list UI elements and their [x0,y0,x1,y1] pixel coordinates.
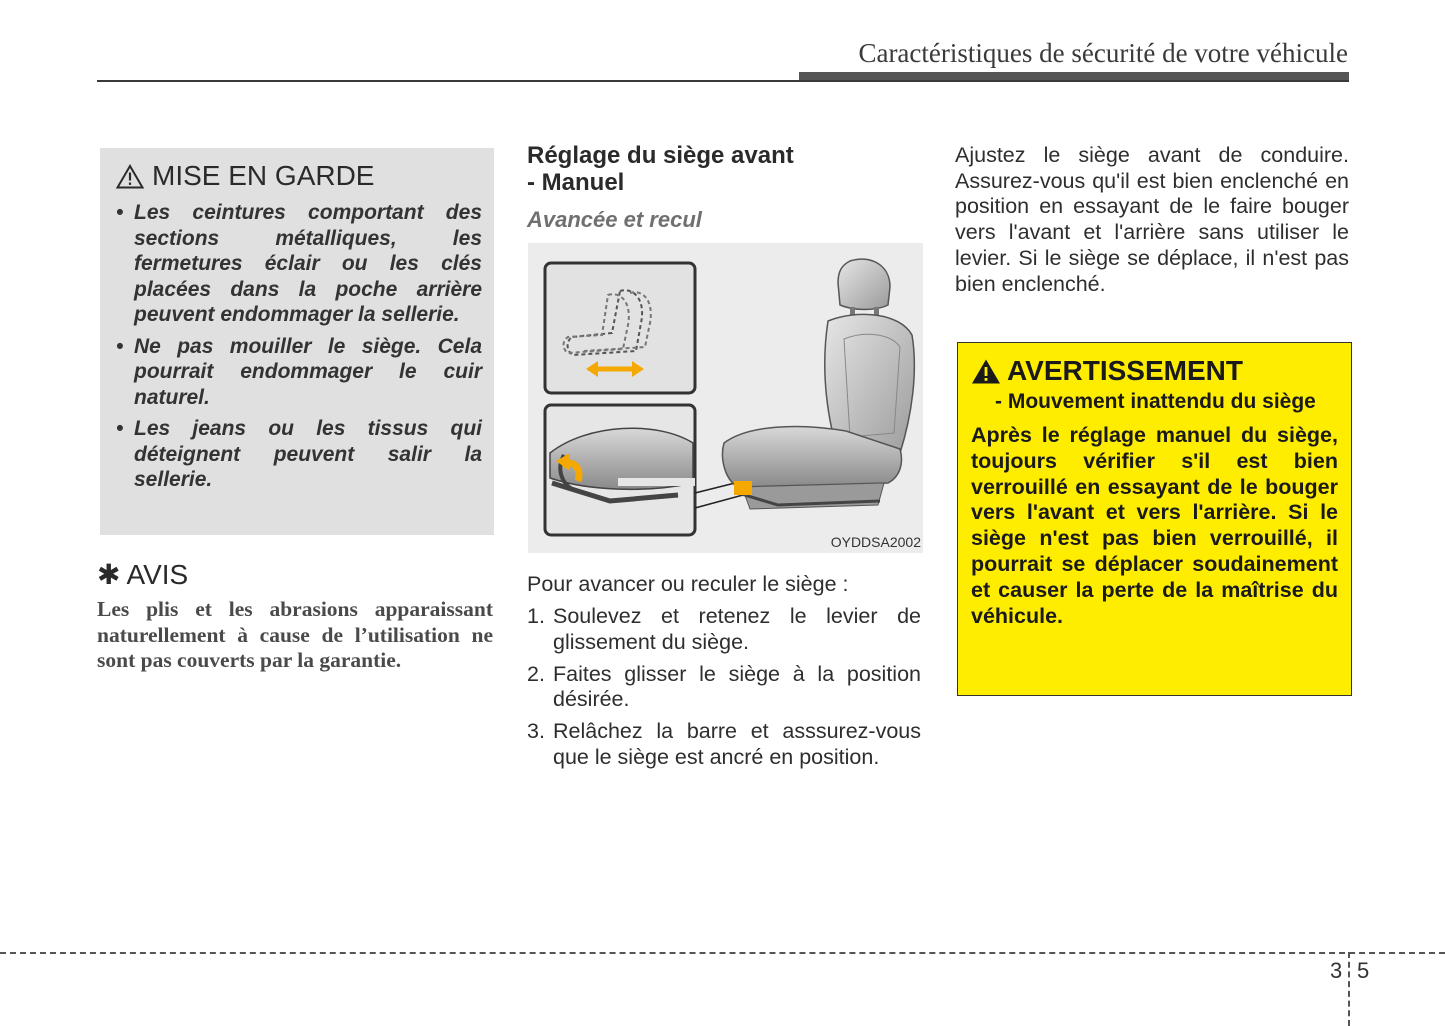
step-text: Relâchez la barre et asssurez-vous que le siège est ancré en position. [553,719,921,769]
caution-item [116,334,482,411]
seat-drawing [528,243,923,553]
step-number: 1. [527,604,545,628]
step-number: 3. [527,719,545,744]
caution-item-text: Les jeans ou les tissus qui déteignent peuvent salir la sellerie. [134,417,482,491]
section-title-line1: Réglage du siège avant [527,142,794,169]
page-number-separator [1348,952,1350,1026]
bullet-dot: • [116,417,124,440]
step-item [527,662,921,714]
warning-body: Après le réglage manuel du siège, toujours vérifier s'il est bien verrouillé en essayant de le bouger vers l'avant et vers l'arrière. Si le siège n'est pas bien verrouillé, il pourrait se déplacer soudainement et causer la perte de la maîtrise du véhicule. [971,423,1338,628]
warning-triangle-filled-icon [971,358,1001,385]
bullet-dot: • [116,334,124,358]
steps-intro: Pour avancer ou reculer le siège : [527,572,849,596]
bullet-dot: • [116,201,124,224]
section-title-line2: - Manuel [527,169,625,196]
caution-item-text: Les ceintures comportant des sections métalliques, les fermetures éclair ou les clés placées dans la poche arrière peuvent endommager la sellerie. [134,201,482,326]
section-title [527,142,794,196]
caution-heading [116,160,482,192]
notice-text: Les plis et les abrasions apparaissant naturellement à cause de l’utilisation ne sont pas couverts par la garantie. [97,597,493,673]
step-text: Faites glisser le siège à la position désirée. [553,661,921,712]
page-number: 5 [1357,958,1370,983]
caution-box [100,148,494,535]
chapter-number: 3 [1330,958,1343,983]
step-item [527,719,921,771]
step-text: Soulevez et retenez le levier de glissement du siège. [553,604,921,654]
notice-heading [97,558,188,591]
footer-rule [0,952,1445,954]
warning-triangle-outline-icon [116,164,144,189]
caution-item [116,200,482,328]
warning-box [957,342,1352,696]
lever-inset [545,405,695,535]
section-subtitle: Avancée et recul [527,207,702,232]
asterisk-icon: ✱ [97,559,121,590]
step-number: 2. [527,661,545,686]
front-seat [723,259,915,509]
seat-illustration [528,243,923,553]
caution-list [116,200,482,493]
caution-item [116,416,482,493]
slide-inset [545,263,695,393]
warning-subtitle: - Mouvement inattendu du siège [995,390,1316,413]
adjust-paragraph: Ajustez le siège avant de conduire. Assurez-vous qu'il est bien enclenché en position en essayant de le faire bouger vers l'avant et l'arrière sans utiliser le levier. Si le siège se déplace, il n'est pas bien enclenché. [955,143,1349,296]
caution-item-text: Ne pas mouiller le siège. Cela pourrait endommager le cuir naturel. [134,334,482,409]
step-item [527,604,921,656]
page-header-title: Caractéristiques de sécurité de votre véhicule [858,38,1348,68]
caution-title: MISE EN GARDE [152,160,375,191]
header-rule [97,80,1349,82]
warning-title: AVERTISSEMENT [1007,355,1243,386]
notice-title: AVIS [126,558,189,590]
steps-list [527,604,921,777]
figure-code: OYDDSA2002 [830,534,921,550]
warning-heading [971,355,1338,387]
